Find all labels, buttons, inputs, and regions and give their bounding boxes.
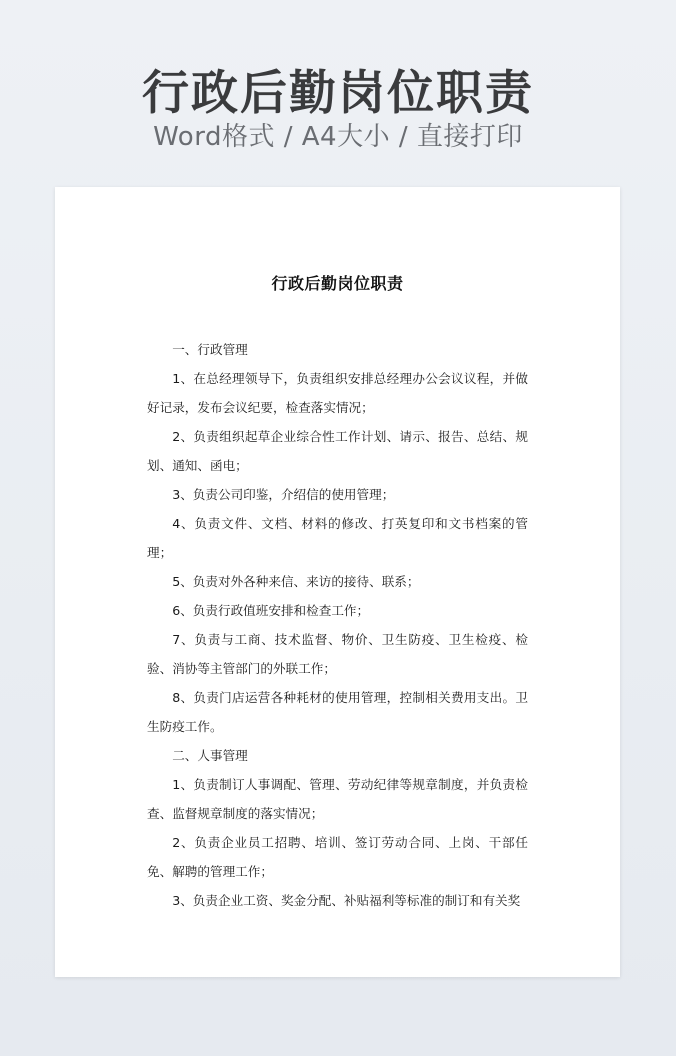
section-heading: 一、行政管理 bbox=[172, 342, 248, 357]
paragraph: 2、负责企业员工招聘、培训、签订劳动合同、上岗、干部任免、解聘的管理工作； bbox=[147, 835, 528, 879]
paragraph: 2、负责组织起草企业综合性工作计划、请示、报告、总结、规划、通知、函电； bbox=[147, 429, 528, 473]
paragraph: 3、负责公司印鉴，介绍信的使用管理； bbox=[172, 487, 395, 502]
paragraph: 3、负责企业工资、奖金分配、补贴福利等标准的制订和有关奖 bbox=[172, 893, 521, 908]
paragraph: 8、负责门店运营各种耗材的使用管理，控制相关费用支出。卫生防疫工作。 bbox=[147, 690, 528, 734]
banner-subtitle: Word格式 / A4大小 / 直接打印 bbox=[153, 122, 523, 152]
banner-title: 行政后勤岗位职责 bbox=[142, 66, 534, 121]
document-page bbox=[55, 187, 620, 977]
paragraph: 1、在总经理领导下，负责组织安排总经理办公会议议程，并做好记录，发布会议纪要，检查落实情况； bbox=[147, 371, 528, 415]
document-body bbox=[147, 335, 528, 915]
section-heading: 二、人事管理 bbox=[172, 748, 248, 763]
paragraph: 4、负责文件、文档、材料的修改、打英复印和文书档案的管理； bbox=[147, 516, 528, 560]
paragraph: 5、负责对外各种来信、来访的接待、联系； bbox=[172, 574, 420, 589]
document-title: 行政后勤岗位职责 bbox=[271, 274, 404, 293]
paragraph: 1、负责制订人事调配、管理、劳动纪律等规章制度，并负责检查、监督规章制度的落实情况； bbox=[147, 777, 528, 821]
paragraph: 6、负责行政值班安排和检查工作； bbox=[172, 603, 370, 618]
paragraph: 7、负责与工商、技术监督、物价、卫生防疫、卫生检疫、检验、消协等主管部门的外联工作； bbox=[147, 632, 528, 676]
